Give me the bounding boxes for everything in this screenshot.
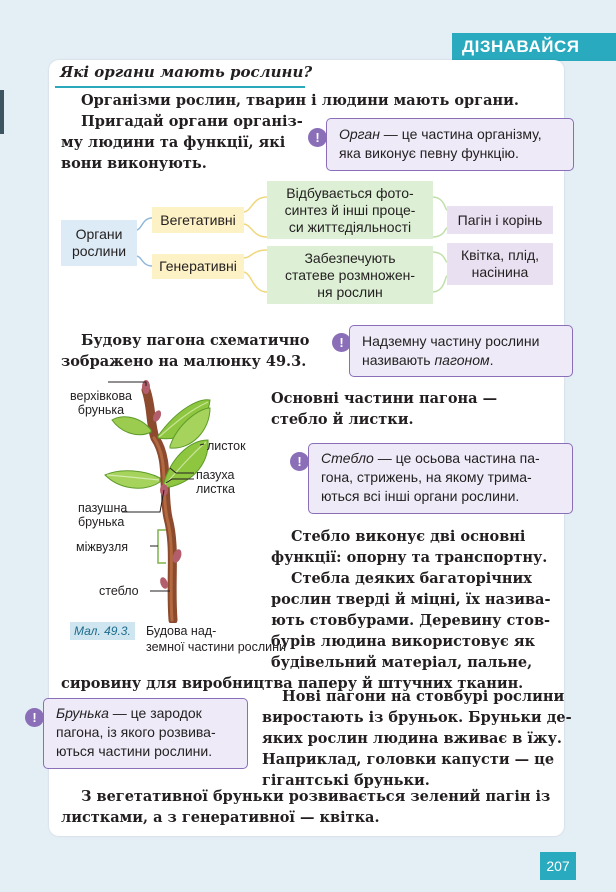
internode-bracket: [158, 530, 166, 563]
section-tab: ДІЗНАВАЙСЯ: [452, 33, 616, 61]
label-text: пазуха: [196, 468, 235, 482]
stem-line: сировину для виробництва паперу й штучних тканин.: [61, 675, 524, 692]
intro-line: Пригадай органи організ-: [81, 113, 303, 130]
final-line: З вегетативної бруньки розвивається зелений пагін із: [81, 788, 551, 805]
page-number: 207: [540, 852, 576, 880]
note-text: називають: [362, 352, 435, 368]
note-term: Орган: [339, 126, 380, 142]
label-text: брунька: [77, 403, 125, 417]
pointer-line: [122, 490, 164, 512]
definition-note-bud: [43, 698, 248, 769]
definition-note-shoot: [349, 325, 573, 377]
stem-line: будівельний матеріал, пальне,: [271, 654, 533, 671]
scheme-text: синтез й інші проце-: [284, 201, 416, 218]
scheme-text: Відбувається фото-: [286, 184, 414, 201]
final-paragraph: [61, 786, 549, 828]
scheme-vegetative-function: [267, 181, 433, 239]
bud-line: виростають із бруньок. Бруньки де-: [262, 709, 572, 726]
stem-line: функції: опорну та транспортну.: [271, 549, 548, 566]
note-text: яка виконує певну функцію.: [339, 145, 519, 161]
bud-line: Наприклад, головки капусти — це: [262, 751, 555, 768]
note-text: Надземну частину рослини: [362, 333, 540, 349]
intro-line: му людини та функції, які: [61, 134, 286, 151]
label-text: верхівкова: [70, 389, 132, 403]
shoot-intro-line: [61, 330, 329, 351]
intro-line: вони виконують.: [61, 155, 207, 172]
question-title: Які органи мають рослини?: [60, 63, 313, 81]
scheme-root-plant-organs: [61, 220, 137, 266]
stem-line: Стебло виконує дві основні: [291, 528, 526, 545]
scheme-text: Квітка, плід,: [460, 247, 540, 263]
main-parts-line: стебло й листки.: [271, 411, 414, 428]
scheme-generative-function: [267, 246, 433, 304]
note-term: Брунька: [56, 705, 109, 721]
caption-line: земної частини рослини: [146, 640, 287, 654]
label-text: листка: [196, 482, 235, 496]
label-axillary-bud: [78, 501, 127, 529]
main-parts-paragraph: [271, 388, 550, 430]
label-top-bud: [70, 389, 132, 417]
label-internode: міжвузля: [76, 540, 129, 554]
scheme-text: насінина: [471, 264, 529, 280]
figure-caption: [146, 623, 286, 655]
note-text: пагона, із якого розвива-: [56, 724, 216, 740]
leaf-shape: [112, 417, 151, 435]
note-text: — це осьова частина па-: [373, 450, 540, 466]
shoot-intro-line: зображено на малюнку 49.3.: [61, 353, 307, 370]
scheme-text: рослини: [71, 243, 127, 259]
pointer-line: [108, 382, 146, 386]
intro-line: Організми рослин, тварин і людини мають органи.: [81, 92, 519, 109]
label-text: брунька: [78, 515, 125, 529]
scheme-text: ня рослин: [317, 283, 383, 300]
note-text: ються частини рослини.: [56, 743, 213, 759]
caption-line: Будова над-: [146, 624, 217, 638]
exclamation-icon: !: [332, 333, 351, 352]
note-term: Стебло: [321, 450, 374, 466]
bud-line: яких рослин людина вживає в їжу.: [262, 730, 562, 747]
final-line: листками, а з генеративної — квітка.: [61, 809, 380, 826]
figure-number: Мал. 49.3.: [70, 622, 135, 640]
shoot-intro-paragraph: [61, 330, 329, 372]
scheme-vegetative-examples: Пагін і корінь: [447, 206, 553, 234]
note-text: гона, стрижень, на якому трима-: [321, 469, 532, 485]
label-leaf: листок: [207, 439, 246, 453]
stem-line: Стебла деяких багаторічних: [291, 570, 532, 587]
stem-line: бурів людина використовує як: [271, 633, 536, 650]
scheme-text: Органи: [75, 226, 123, 242]
label-stem: стебло: [99, 584, 139, 598]
main-parts-line: [271, 388, 550, 409]
bud-paragraph: [262, 686, 572, 791]
main-parts-text: Основні частини пагона —: [271, 390, 498, 407]
stem-paragraph: [271, 526, 550, 673]
label-text: пазушна: [78, 501, 128, 515]
stem-line: рослин тверді й міцні, їх назива-: [271, 591, 551, 608]
note-text: ються всі інші органи рослини.: [321, 488, 520, 504]
exclamation-icon: !: [308, 128, 327, 147]
scheme-text: Забезпечують: [304, 249, 396, 266]
note-text: .: [489, 352, 494, 368]
shoot-intro-text: Будову пагона схематично: [81, 332, 310, 349]
note-text: — це частина організму,: [379, 126, 542, 142]
bud-line: Нові пагони на стовбурі рослини: [282, 688, 565, 705]
note-term: пагоном: [434, 352, 490, 368]
scheme-text: статеве розмножен-: [284, 266, 416, 283]
note-text: — це зародок: [108, 705, 202, 721]
scheme-text: си життєдіяльності: [288, 218, 412, 235]
exclamation-icon: !: [25, 708, 44, 727]
scheme-vegetative: Вегетативні: [152, 207, 244, 233]
bud-line: гігантські бруньки.: [262, 772, 430, 789]
exclamation-icon: !: [290, 452, 309, 471]
definition-note-stem: [308, 443, 573, 514]
scheme-generative: Генеративні: [152, 254, 244, 279]
scheme-generative-examples: [447, 243, 553, 285]
label-leaf-axil: [196, 468, 235, 496]
stem-line: ють стовбурами. Деревину стов-: [271, 612, 551, 629]
